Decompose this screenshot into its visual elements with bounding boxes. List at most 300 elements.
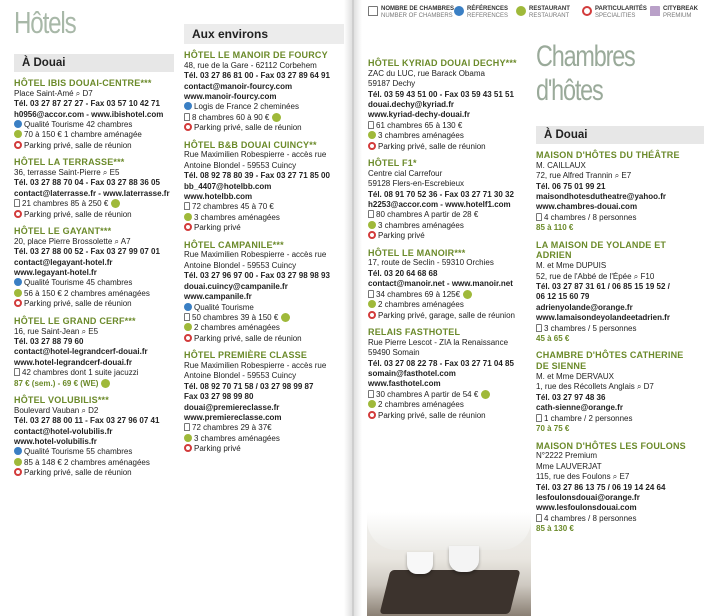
rooms-door-icon [184,113,190,121]
hotel-info-line [368,190,534,200]
rooms-door-icon [368,210,374,218]
hotel-info-line [184,371,344,381]
accessible-room-icon [368,221,376,229]
parking-icon [368,411,376,419]
hotel-info-text: cath-sienne@orange.fr [536,403,623,413]
hotel-info-line [536,472,704,482]
hotel-info-text: 115, rue des Foulons ⌕ E7 [536,472,630,482]
hotel-info-text: adrienyolande@orange.fr [536,302,633,312]
hotel-info-text: Rue Maximilien Robespierre - accès rue [184,150,327,160]
cup-shape-2 [449,546,479,572]
hotel-info-text: 17, route de Seclin - 59310 Orchies [368,258,494,268]
hotel-info-line [14,237,174,247]
legend-sublabel: SPECIALITIES [595,13,636,19]
hotel-info-line [536,292,704,302]
hotel-info-text: 3 chambres aménagées [194,212,280,222]
legend-item [454,6,509,19]
hotel-info-line [14,437,174,447]
hotel-info-line [368,79,534,89]
hotel-info-text: Mme LAUVERJAT [536,461,602,471]
hotel-entry [14,157,174,220]
hotel-info-text: Qualité Tourisme 55 chambres [24,447,133,457]
hotel-info-line [368,100,534,110]
hotel-info-text: Qualité Tourisme [194,302,254,312]
hotel-info-text: 52, rue de l'Abbé de l'Épée ⌕ F10 [536,271,655,281]
hotel-info-line [368,121,534,131]
hotel-info-text: 30 chambres A partir de 54 € [376,389,479,399]
restaurant-icon [281,313,290,322]
hotel-info-text: Antoine Blondel - 59553 Cuincy [184,371,297,381]
hotel-info-text: 87 € (sem.) - 69 € (WE) [14,378,99,388]
pillow-shape [367,512,531,550]
hotel-info-line [368,110,534,120]
hotel-info-line [14,458,174,468]
rooms-door-icon [368,121,374,129]
hotel-name: HÔTEL LE MANOIR DE FOURCY [184,50,328,60]
hotel-entry [536,441,704,535]
hotel-info-line [184,392,344,402]
hotel-info-line [184,423,344,433]
hotel-info-line [368,69,534,79]
rooms-door-icon [536,324,542,332]
hotel-info-line [368,269,534,279]
hotel-info-line [536,223,704,233]
parking-icon [14,299,22,307]
hotel-info-line [536,213,704,223]
hotel-info-text: Parking privé, garage, salle de réunion [378,310,515,320]
hotel-info-text: Tél. 03 27 88 00 52 - Fax 03 27 99 07 01 [14,247,160,257]
hotel-info-text: Tél. 03 27 88 79 60 [14,336,84,346]
hotel-info-text: www.kyriad-dechy-douai.fr [368,110,470,120]
hotel-info-text: www.lesfoulonsdouai.com [536,503,637,513]
legend-sublabel: NUMBER OF CHAMBERS [381,13,453,19]
legend-sublabel: PREMIUM [663,13,692,19]
parking-icon [184,123,192,131]
parking-icon [184,223,192,231]
hotel-info-line [536,313,704,323]
tray-shape [380,570,521,614]
hotel-info-line [368,169,534,179]
hotel-entry [184,240,344,344]
rooms-door-icon [14,199,20,207]
hotel-info-line [536,171,704,181]
hotel-info-text: www.campanile.fr [184,292,252,302]
hotel-info-line [184,271,344,281]
page-gutter [344,0,362,616]
hotel-info-text: 72 chambres 45 à 70 € [192,202,274,212]
hotel-info-line [184,313,344,323]
hotel-info-line [536,483,704,493]
hotel-info-line [14,347,174,357]
hotel-info-text: Boulevard Vauban ⌕ D2 [14,405,99,415]
hotel-entry [184,350,344,454]
references-smile-icon [14,120,22,128]
hotel-info-line [184,213,344,223]
hotel-info-text: 3 chambres aménagées [194,433,280,443]
hotel-info-line [368,221,534,231]
hotel-info-line [536,161,704,171]
hotel-entry [536,150,704,234]
hotel-info-text: 3 chambres aménagées [378,131,464,141]
hotel-info-line [536,182,704,192]
hotel-info-line [14,141,174,151]
hotel-info-line [14,247,174,257]
hotel-info-text: 2 chambres aménagées [378,400,464,410]
hotel-info-line [184,282,344,292]
hotel-info-line [14,199,174,209]
hotel-info-text: Tél. 08 92 70 71 58 / 03 27 98 99 87 [184,381,314,391]
hotel-info-line [536,382,704,392]
hotel-info-text: 85 à 130 € [536,524,574,534]
cup-shape-1 [407,552,433,574]
rooms-door-icon [536,414,542,422]
hotel-info-line [14,210,174,220]
hotel-info-line [368,311,534,321]
hotel-info-text: 1, rue des Récollets Anglais ⌕ D7 [536,382,654,392]
hotel-info-line [536,334,704,344]
hotel-info-text: 85 à 110 € [536,223,574,233]
references-smile-icon [14,278,22,286]
hotel-name-cont: DE SIENNE [536,361,587,372]
hotel-info-text: 06 12 15 60 79 [536,292,590,302]
restaurant-icon [481,390,490,399]
hotel-info-text: Tél. 03 27 96 97 00 - Fax 03 27 98 98 93 [184,271,330,281]
hotel-info-text: 21 chambres 85 à 250 € [22,199,109,209]
hotel-info-text: Parking privé, salle de réunion [24,209,132,219]
hotel-info-line [184,192,344,202]
hotel-info-text: Tél. 03 59 43 51 00 - Fax 03 59 43 51 51 [368,89,514,99]
hotel-info-line [14,278,174,288]
section-environs: Aux environs [184,24,344,44]
hotel-info-line [368,179,534,189]
restaurant-icon [272,113,281,122]
hotel-info-line [184,71,344,81]
hotel-info-line [536,403,704,413]
hotel-info-line [184,61,344,71]
hotel-info-text: Centre cial Carrefour [368,168,443,178]
hotel-info-line [184,323,344,333]
hotel-info-text: M. et Mme DUPUIS [536,261,607,271]
hotel-info-text: 72, rue Alfred Trannin ⌕ E7 [536,171,632,181]
left-column-2 [184,0,344,455]
hotel-info-text: contact@manoir-fourcy.com [184,81,293,91]
references-smile-icon [184,102,192,110]
hotel-list-environs [184,50,344,455]
hotel-entry [14,316,174,389]
legend-label: RÉFÉRENCES [467,6,509,12]
accessible-room-icon [184,434,192,442]
hotel-info-line [368,379,534,389]
hotel-info-line [14,268,174,278]
hotel-info-text: Parking privé [194,223,241,233]
hotel-info-line [536,282,704,292]
hotel-info-text: Qualité Tourisme 42 chambres [24,120,133,130]
hotel-name: CHAMBRE D'HÔTES CATHERINE [536,350,684,361]
hotel-info-line [184,161,344,171]
restaurant-icon [101,379,110,388]
hotel-info-line [536,424,704,434]
hotel-info-text: 16, rue Saint-Jean ⌕ E5 [14,326,99,336]
hotel-info-text: h0956@accor.com - www.ibishotel.com [14,109,164,119]
hotel-info-line [14,99,174,109]
hotel-info-text: 8 chambres 60 à 90 € [192,112,270,122]
references-smile-icon [454,6,464,16]
hotel-info-text: 61 chambres 65 à 130 € [376,120,463,130]
hotel-list-douai [14,78,174,479]
hotel-info-line [14,358,174,368]
hotel-info-text: Tél. 08 91 70 52 36 - Fax 03 27 71 30 32 [368,189,514,199]
hotel-info-text: 36, terrasse Saint-Pierre ⌕ E5 [14,168,120,178]
hotel-info-text: www.lamaisondeyolandeetadrien.fr [536,313,670,323]
hotel-info-text: somain@fasthotel.com [368,368,456,378]
hotel-info-line [184,444,344,454]
hotel-info-line [536,192,704,202]
hotel-info-line [368,210,534,220]
hotel-info-text: lesfoulonsdouai@orange.fr [536,492,640,502]
accessible-room-icon [14,130,22,138]
hotel-info-line [14,178,174,188]
hotel-info-text: 85 à 148 € 2 chambres aménagées [24,457,150,467]
hotel-info-line [184,292,344,302]
hotel-info-line [368,411,534,421]
hotel-info-text: www.hotel-volubilis.fr [14,436,97,446]
hotel-info-text: maisondhotesdutheatre@yahoo.fr [536,192,667,202]
hotel-info-text: Tél. 06 75 01 99 21 [536,181,606,191]
hotel-info-text: Tél. 03 27 87 27 27 - Fax 03 57 10 42 71 [14,99,160,109]
hotel-info-text: www.manoir-fourcy.com [184,92,277,102]
legend-sublabel: REFERENCES [467,13,509,19]
hotel-info-line [184,171,344,181]
hotel-info-text: 2 chambres aménagées [378,300,464,310]
hotel-info-line [368,369,534,379]
hotel-entry [368,248,534,321]
hotel-info-line [184,261,344,271]
hotel-entry [536,350,704,434]
hotel-info-text: N°2222 Premium [536,451,597,461]
hotel-info-text: www.fasthotel.com [368,379,441,389]
hotel-info-line [14,189,174,199]
accessible-room-icon [368,400,376,408]
hotel-entry [368,58,534,152]
hotel-info-text: Tél. 03 27 87 31 61 / 06 85 15 19 52 / [536,282,670,292]
hotel-info-text: Rue Maximilien Robespierre - accès rue [184,360,327,370]
hotel-entry [368,158,534,242]
hotel-info-line [368,90,534,100]
hotel-info-text: 48, rue de la Gare - 62112 Corbehem [184,60,317,70]
hotel-info-line [14,327,174,337]
parking-icon [14,141,22,149]
hotel-info-line [368,390,534,400]
rooms-door-icon [536,514,542,522]
legend-label: RESTAURANT [529,6,570,12]
hotel-info-text: douai.cuincy@campanile.fr [184,281,288,291]
rooms-door-icon [368,290,374,298]
hotel-info-line [536,272,704,282]
hotel-info-text: Parking privé, salle de réunion [194,333,302,343]
rooms-door-icon [184,202,190,210]
parking-icon [14,468,22,476]
hotel-info-text: h2253@accor.com - www.hotelf1.com [368,200,511,210]
hotel-name: RELAIS FASTHOTEL [368,326,461,337]
hotel-info-text: 2 chambres aménagées [194,323,280,333]
parking-icon [368,231,376,239]
rooms-door-icon [184,313,190,321]
hotel-info-text: www.legayant-hotel.fr [14,268,97,278]
hotel-info-line [14,427,174,437]
hotel-info-text: Parking privé [378,231,425,241]
hotel-info-text: Tél. 03 27 86 13 75 / 06 19 14 24 64 [536,482,666,492]
hotel-info-text: 59128 Flers-en-Escrebieux [368,179,465,189]
hotel-info-text: 3 chambres / 5 personnes [544,323,637,333]
hotel-info-text: Rue Pierre Lescot - ZIA la Renaissance [368,337,509,347]
hotel-info-line [368,200,534,210]
legend-item [650,6,699,19]
hotel-info-line [14,89,174,99]
hotel-info-text: www.chambres-douai.com [536,202,638,212]
hotel-info-text: contact@legayant-hotel.fr [14,257,113,267]
hotel-info-line [184,434,344,444]
hotel-info-line [536,451,704,461]
hotel-info-text: contact@hotel-volubilis.fr [14,426,113,436]
hotel-info-text: 45 à 65 € [536,334,570,344]
hotel-info-text: 4 chambres / 8 personnes [544,513,637,523]
hotel-info-line [536,514,704,524]
hotel-name: HÔTEL PREMIÈRE CLASSE [184,350,308,361]
hotels-title: Hôtels [14,5,76,40]
accessible-room-icon [14,458,22,466]
hotel-info-text: 3 chambres aménagées [378,220,464,230]
hotel-info-text: Antoine Blondel - 59553 Cuincy [184,260,297,270]
breakfast-tray-photo [367,512,531,616]
hotel-info-line [184,223,344,233]
accessible-room-icon [14,289,22,297]
hotel-info-text: www.hotelbb.com [184,192,253,202]
hotel-info-line [536,393,704,403]
rooms-door-icon [536,213,542,221]
hotel-info-text: Fax 03 27 98 99 80 [184,392,254,402]
hotel-info-line [536,493,704,503]
hotel-name: HÔTEL KYRIAD DOUAI DECHY*** [368,58,517,68]
hotel-info-line [184,334,344,344]
hotel-entry [184,140,344,234]
rooms-door-icon [14,368,20,376]
parking-icon [184,444,192,452]
hotel-info-line [536,261,704,271]
hotel-info-line [184,202,344,212]
hotel-info-line [536,202,704,212]
hotel-info-text: Place Saint-Amé ⌕ D7 [14,88,93,98]
hotel-info-line [368,359,534,369]
hotel-info-text: Parking privé, salle de réunion [24,299,132,309]
hotel-info-text: 34 chambres 69 à 125€ [376,289,461,299]
hotel-info-text: Tél. 03 27 86 81 00 - Fax 03 27 89 64 91 [184,71,330,81]
references-smile-icon [14,447,22,455]
section-douai: À Douai [14,54,174,72]
chambres-list [536,150,704,535]
hotel-info-text: 72 chambres 29 à 37€ [192,423,272,433]
hotel-info-text: 70 à 150 € 1 chambre aménagée [24,130,142,140]
right-column-1 [368,52,534,421]
parking-icon [582,6,592,16]
hotel-info-line [368,142,534,152]
hotel-info-line [184,382,344,392]
rooms-door-icon [184,423,190,431]
hotel-info-line [368,300,534,310]
hotel-info-line [14,130,174,140]
hotel-info-text: Parking privé, salle de réunion [24,468,132,478]
hotel-info-line [184,361,344,371]
hotel-name: HÔTEL LE GRAND CERF*** [14,315,136,326]
hotel-info-text: 42 chambres dont 1 suite jacuzzi [22,368,139,378]
accessible-room-icon [516,6,526,16]
accessible-room-icon [368,131,376,139]
hotel-info-text: 59490 Somain [368,348,420,358]
hotel-info-line [184,303,344,313]
parking-icon [14,210,22,218]
hotel-name: HÔTEL F1* [368,158,417,169]
hotel-info-text: Rue Maximilien Robespierre - accès rue [184,250,327,260]
hotel-info-line [368,338,534,348]
hotel-info-line [14,289,174,299]
hotel-info-line [368,231,534,241]
restaurant-icon [111,199,120,208]
hotel-entry [14,395,174,479]
hotel-info-text: Tél. 03 20 64 68 68 [368,268,438,278]
hotel-entry [14,226,174,310]
hotel-info-text: Tél. 03 27 88 00 11 - Fax 03 27 96 07 41 [14,416,160,426]
hotel-info-text: Parking privé, salle de réunion [378,410,486,420]
hotel-info-text: contact@manoir.net - www.manoir.net [368,279,513,289]
hotel-info-text: 1 chambre / 2 personnes [544,413,633,423]
section-douai-chambres: À Douai [536,126,704,144]
hotel-info-line [536,503,704,513]
hotel-info-line [536,524,704,534]
hotel-info-line [184,113,344,123]
hotel-name: HÔTEL LA TERRASSE*** [14,157,125,168]
hotel-info-text: bb_4407@hotelbb.com [184,181,272,191]
hotel-entry [368,327,534,421]
accessible-room-icon [184,323,192,331]
hotel-info-line [368,279,534,289]
restaurant-icon [463,290,472,299]
hotel-info-line [14,299,174,309]
hotel-name: HÔTEL LE MANOIR*** [368,247,466,258]
references-smile-icon [184,303,192,311]
hotel-info-line [14,337,174,347]
hotel-info-text: M. et Mme DERVAUX [536,372,614,382]
hotel-info-line [14,120,174,130]
hotel-info-text: M. CAILLAUX [536,160,586,170]
hotel-name: MAISON D'HÔTES LES FOULONS [536,440,686,451]
hotel-info-text: ZAC du LUC, rue Barack Obama [368,68,485,78]
left-column-1 [14,0,174,479]
parking-icon [368,142,376,150]
hotel-info-line [184,123,344,133]
premium-icon [650,6,660,16]
hotel-info-line [184,102,344,112]
hotel-info-line [14,258,174,268]
chambres-title: Chambres d'hôtes [536,40,635,107]
legend-sublabel: RESTAURANT [529,13,570,19]
right-column-2 [536,40,704,535]
hotel-name: HÔTEL B&B DOUAI CUINCY** [184,139,317,150]
hotel-name: HÔTEL IBIS DOUAI-CENTRE*** [14,78,152,88]
hotel-info-line [536,462,704,472]
hotel-info-text: Parking privé, salle de réunion [194,123,302,133]
hotel-entry [14,78,174,151]
hotel-info-line [14,406,174,416]
hotel-name: MAISON D'HÔTES DU THÉÂTRE [536,150,680,160]
